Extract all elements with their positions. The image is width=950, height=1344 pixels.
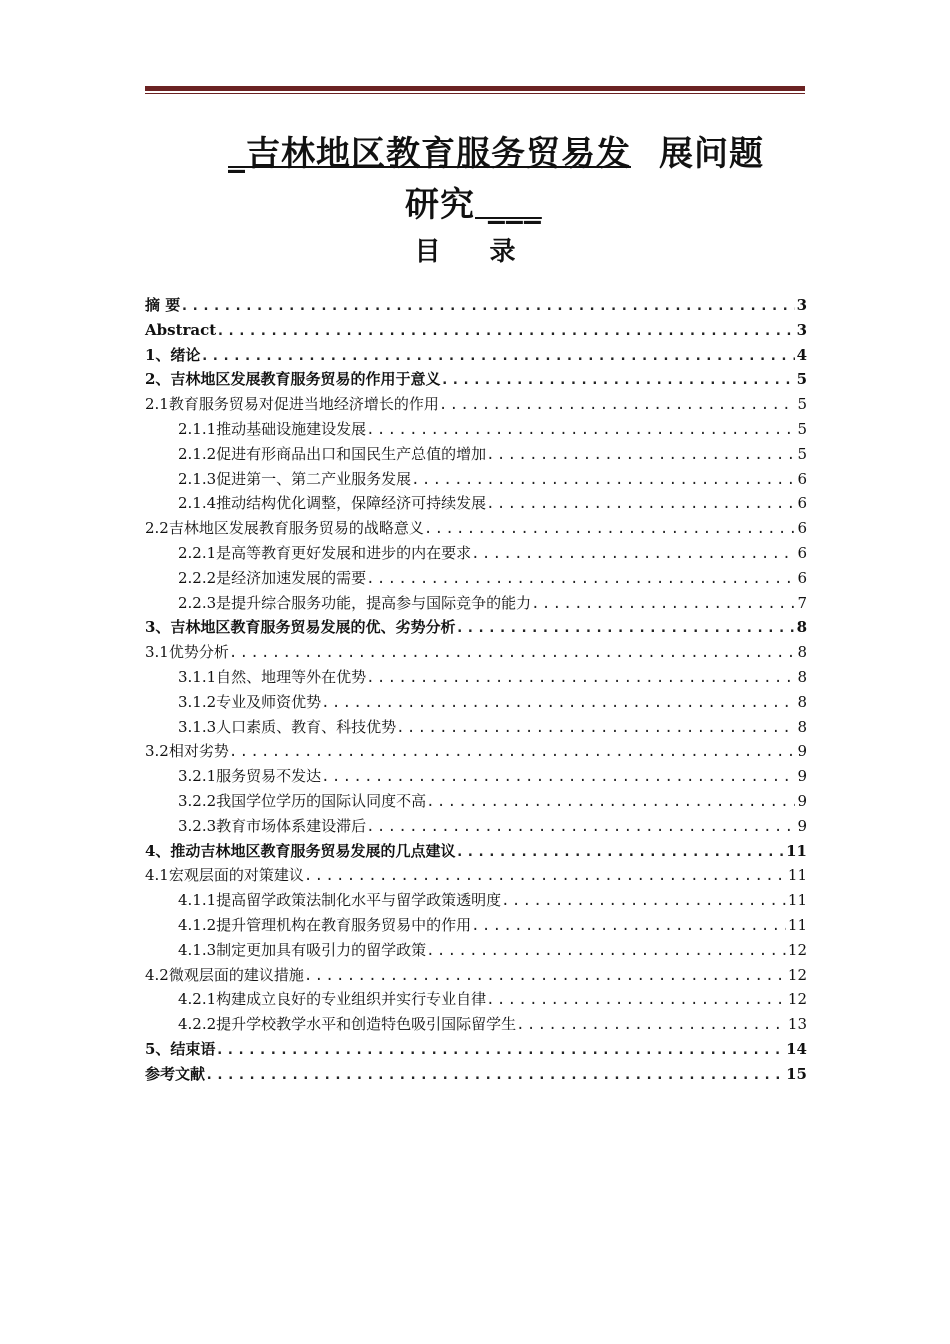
toc-leader-dots	[366, 666, 795, 691]
toc-entry[interactable]	[145, 987, 807, 1012]
toc-entry[interactable]	[145, 715, 807, 740]
toc-entry[interactable]	[145, 318, 807, 343]
toc-leader-dots	[229, 641, 796, 666]
toc-entry-page: 9	[797, 816, 807, 835]
toc-leader-dots	[396, 716, 795, 741]
toc-leader-dots	[440, 368, 794, 393]
toc-heading: 目 录	[414, 237, 536, 267]
toc-entry-page: 8	[797, 717, 807, 736]
toc-leader-dots	[304, 864, 786, 889]
toc-leader-dots	[215, 1038, 784, 1063]
toc-leader-dots	[366, 418, 795, 443]
toc-leader-dots	[486, 492, 795, 517]
toc-leader-dots	[321, 765, 795, 790]
toc-entry-label: 4.1宏观层面的对策建议	[145, 866, 304, 885]
toc-entry-page: 5	[796, 370, 807, 389]
toc-entry-label: 2.1.3促进第一、第二产业服务发展	[178, 469, 412, 488]
toc-entry[interactable]	[145, 615, 807, 640]
toc-entry-label: 4.2.2提升学校教学水平和创造特色吸引国际留学生	[178, 1015, 517, 1034]
toc-leader-dots	[366, 815, 795, 840]
toc-entry[interactable]	[145, 516, 807, 541]
toc-entry-page: 6	[797, 543, 807, 562]
header-rule-thick	[145, 86, 805, 91]
toc-leader-dots	[486, 988, 786, 1013]
toc-entry-page: 6	[797, 469, 807, 488]
toc-entry[interactable]	[145, 764, 807, 789]
title-text-part3: 研究	[405, 185, 475, 225]
toc-leader-dots	[501, 889, 786, 914]
toc-leader-dots	[216, 319, 794, 344]
toc-entry-page: 8	[796, 618, 807, 637]
toc-entry[interactable]	[145, 392, 807, 417]
toc-entry[interactable]	[145, 938, 807, 963]
toc-entry[interactable]	[145, 442, 807, 467]
toc-entry-page: 6	[797, 568, 807, 587]
toc-leader-dots	[426, 939, 786, 964]
toc-entry[interactable]	[145, 963, 807, 988]
document-title-line1	[228, 132, 808, 176]
toc-entry-label: 2.2吉林地区发展教育服务贸易的战略意义	[145, 519, 424, 538]
toc-entry[interactable]	[145, 417, 807, 442]
toc-entry[interactable]	[145, 293, 807, 318]
toc-entry[interactable]	[145, 541, 807, 566]
toc-entry-page: 11	[786, 841, 807, 860]
toc-entry-label: 4.2.1构建成立良好的专业组织并实行专业自律	[178, 990, 487, 1009]
toc-entry-page: 9	[797, 767, 807, 786]
toc-entry-page: 11	[787, 891, 807, 910]
header-rule-thin	[145, 93, 805, 94]
toc-leader-dots	[455, 616, 794, 641]
toc-entry-page: 8	[797, 643, 807, 662]
toc-entry-label: 4、推动吉林地区教育服务贸易发展的几点建议	[145, 841, 456, 860]
toc-entry-label: 3.1优势分析	[145, 643, 229, 662]
document-title-line2	[405, 183, 542, 227]
toc-entry-page: 4	[796, 345, 807, 364]
toc-entry[interactable]	[145, 690, 807, 715]
toc-leader-dots	[516, 1013, 786, 1038]
toc-entry-label: Abstract	[145, 320, 217, 339]
toc-entry-page: 5	[797, 444, 807, 463]
toc-entry[interactable]	[145, 491, 807, 516]
title-underscore-suffix: ___	[475, 185, 542, 225]
toc-entry-page: 5	[797, 419, 807, 438]
toc-entry[interactable]	[145, 367, 807, 392]
toc-entry-page: 11	[787, 866, 807, 885]
toc-leader-dots	[180, 294, 794, 319]
toc-entry-page: 7	[797, 593, 807, 612]
toc-entry-page: 12	[787, 990, 807, 1009]
toc-entry-label: 3.2.2我国学位学历的国际认同度不高	[178, 791, 427, 810]
toc-entry[interactable]	[145, 913, 807, 938]
toc-entry-label: 3、吉林地区教育服务贸易发展的优、劣势分析	[145, 618, 456, 637]
toc-entry-label: 2.1教育服务贸易对促进当地经济增长的作用	[145, 395, 439, 414]
toc-entry-page: 14	[786, 1039, 807, 1058]
toc-entry-label: 3.1.2专业及师资优势	[178, 692, 322, 711]
toc-entry-label: 1、绪论	[145, 345, 201, 364]
toc-entry-page: 6	[797, 519, 807, 538]
toc-leader-dots	[426, 790, 795, 815]
toc-entry-page: 8	[797, 692, 807, 711]
toc-leader-dots	[411, 468, 795, 493]
toc-entry-page: 13	[787, 1015, 807, 1034]
toc-entry-label: 参考文献	[145, 1064, 206, 1083]
toc-entry-label: 2.1.4推动结构优化调整，保障经济可持续发展	[178, 494, 487, 513]
toc-entry-page: 12	[787, 965, 807, 984]
toc-entry-label: 3.2.3教育市场体系建设滞后	[178, 816, 367, 835]
toc-entry[interactable]	[145, 591, 807, 616]
toc-entry-label: 3.2.1服务贸易不发达	[178, 767, 322, 786]
toc-entry[interactable]	[145, 888, 807, 913]
toc-entry-label: 2.1.2促进有形商品出口和国民生产总值的增加	[178, 444, 487, 463]
toc-entry-label: 3.2相对劣势	[145, 742, 229, 761]
toc-entry-label: 4.1.2提升管理机构在教育服务贸易中的作用	[178, 915, 472, 934]
toc-leader-dots	[439, 393, 796, 418]
toc-leader-dots	[471, 914, 786, 939]
toc-leader-dots	[205, 1063, 784, 1088]
toc-leader-dots	[200, 344, 794, 369]
toc-leader-dots	[531, 592, 795, 617]
toc-entry-page: 3	[796, 320, 807, 339]
toc-entry[interactable]	[145, 467, 807, 492]
toc-entry-label: 2.2.1是高等教育更好发展和进步的内在要求	[178, 543, 472, 562]
toc-entry-page: 12	[787, 940, 807, 959]
toc-entry-page: 15	[786, 1064, 807, 1083]
toc-entry[interactable]	[145, 1037, 807, 1062]
toc-entry-page: 8	[797, 667, 807, 686]
toc-entry-label: 2.2.3是提升综合服务功能，提高参与国际竞争的能力	[178, 593, 532, 612]
toc-entry-page: 9	[797, 742, 807, 761]
toc-leader-dots	[321, 691, 795, 716]
toc-entry[interactable]	[145, 814, 807, 839]
toc-leader-dots	[486, 443, 795, 468]
toc-entry[interactable]	[145, 665, 807, 690]
toc-entry-page: 6	[797, 494, 807, 513]
toc-leader-dots	[471, 542, 795, 567]
toc-entry-page: 3	[796, 296, 807, 314]
toc-entry-label: 4.1.1提高留学政策法制化水平与留学政策透明度	[178, 891, 502, 910]
toc-leader-dots	[229, 740, 796, 765]
toc-entry[interactable]	[145, 789, 807, 814]
toc-leader-dots	[366, 567, 795, 592]
toc-entry-label: 2.1.1推动基础设施建设发展	[178, 419, 367, 438]
toc-entry[interactable]	[145, 566, 807, 591]
table-of-contents	[145, 293, 807, 1087]
toc-leader-dots	[424, 517, 796, 542]
toc-entry-label: 3.1.1自然、地理等外在优势	[178, 667, 367, 686]
toc-entry-label: 5、结束语	[145, 1039, 216, 1058]
toc-entry-label: 2、吉林地区发展教育服务贸易的作用于意义	[145, 370, 441, 389]
toc-leader-dots	[304, 964, 786, 989]
toc-entry[interactable]	[145, 1062, 807, 1087]
toc-entry[interactable]	[145, 640, 807, 665]
toc-entry-page: 11	[787, 915, 807, 934]
toc-entry[interactable]	[145, 863, 807, 888]
toc-entry-page: 5	[797, 395, 807, 414]
title-underscore-prefix: _	[228, 134, 246, 174]
toc-leader-dots	[455, 840, 784, 865]
toc-entry-label: 2.2.2是经济加速发展的需要	[178, 568, 367, 587]
toc-entry[interactable]	[145, 839, 807, 864]
toc-entry[interactable]	[145, 739, 807, 764]
toc-entry-label: 4.1.3制定更加具有吸引力的留学政策	[178, 940, 427, 959]
toc-entry-page: 9	[797, 791, 807, 810]
title-text-part1: 吉林地区教育服务贸易发	[246, 134, 631, 174]
title-text-part2: 展问题	[659, 134, 764, 174]
toc-entry-label: 摘 要	[145, 296, 181, 314]
toc-entry-label: 4.2微观层面的建议措施	[145, 965, 304, 984]
toc-entry[interactable]	[145, 1012, 807, 1037]
toc-entry-label: 3.1.3人口素质、教育、科技优势	[178, 717, 397, 736]
toc-entry[interactable]	[145, 343, 807, 368]
